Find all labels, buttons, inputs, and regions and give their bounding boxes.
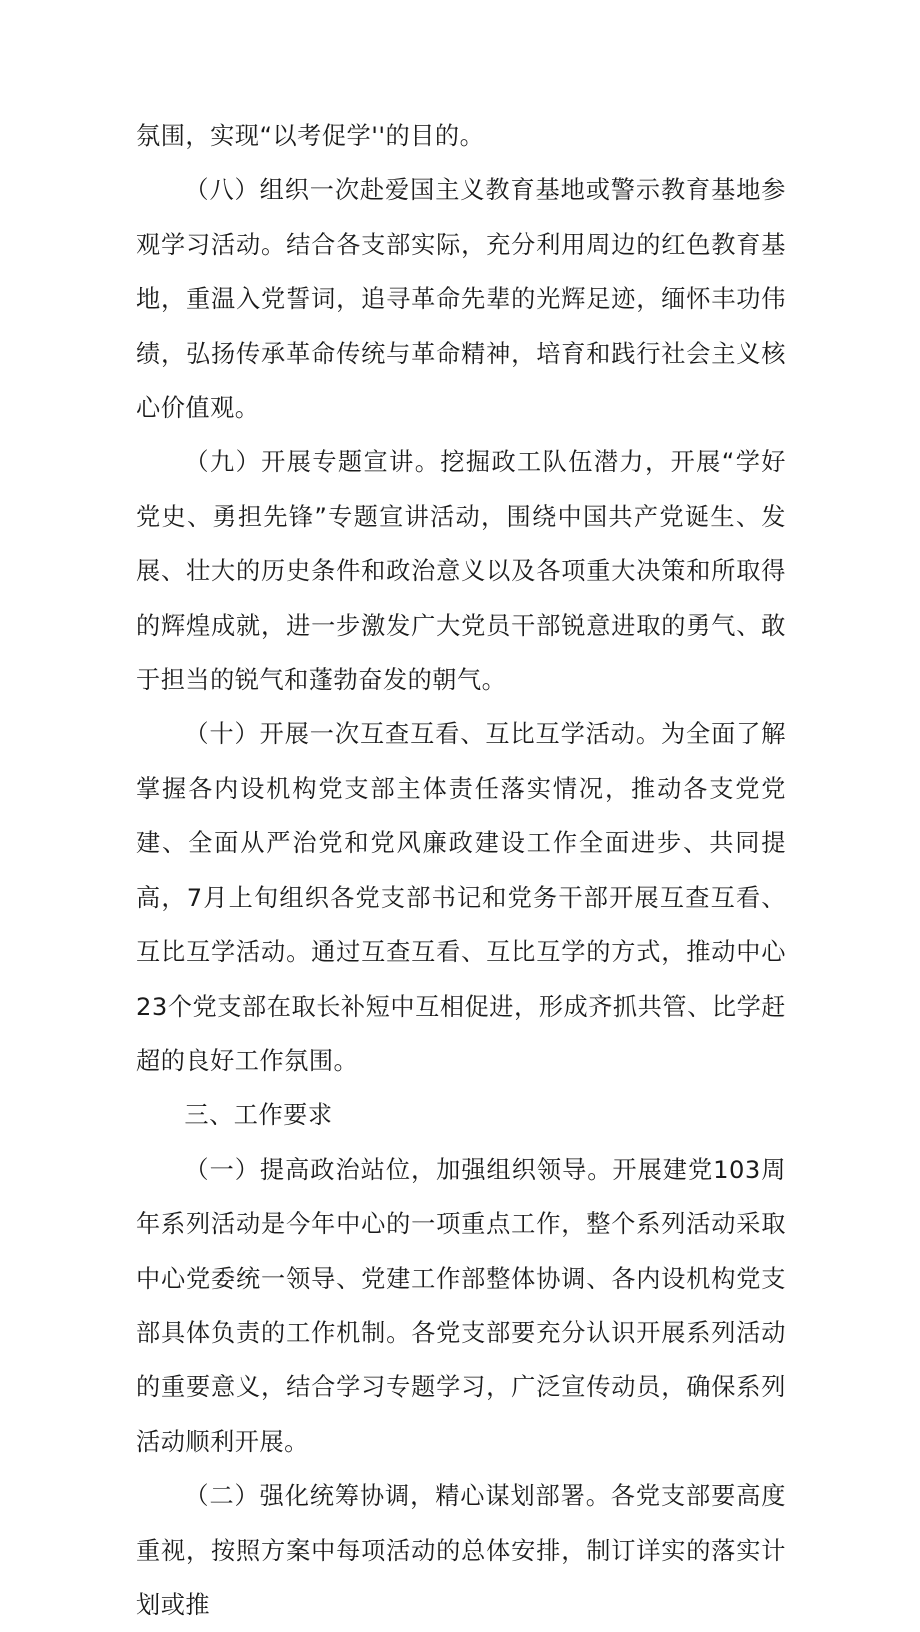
paragraph-item-10: （十）开展一次互查互看、互比互学活动。为全面了解掌握各内设机构党支部主体责任落实情况，推动各支党党建、全面从严治党和党风廉政建设工作全面进步、共同提高，7月上旬组织各党支部书记和党务干部开展互查互看、互比互学活动。通过互查互看、互比互学的方式，推动中心23个党支部在取长补短中互相促进，形成齐抓共管、比学赶超的良好工作氛围。 <box>136 720 786 1075</box>
paragraph-requirement-2: （二）强化统筹协调，精心谋划部署。各党支部要高度重视，按照方案中每项活动的总体安排，制订详实的落实计划或推 <box>136 1482 786 1619</box>
paragraph-item-8: （八）组织一次赴爱国主义教育基地或警示教育基地参观学习活动。结合各支部实际，充分利用周边的红色教育基地，重温入党誓词，追寻革命先辈的光辉足迹，缅怀丰功伟绩，弘扬传承革命传统与革命精神，培育和践行社会主义核心价值观。 <box>136 176 786 423</box>
paragraph-item-9: （九）开展专题宣讲。挖掘政工队伍潜力，开展“学好党史、勇担先锋”专题宣讲活动，围绕中国共产党诞生、发展、壮大的历史条件和政治意义以及各项重大决策和所取得的辉煌成就，进一步激发广大党员干部锐意进取的勇气、敢于担当的锐气和蓬勃奋发的朝气。 <box>136 448 786 695</box>
paragraph-requirement-1: （一）提高政治站位，加强组织领导。开展建党103周年系列活动是今年中心的一项重点工作，整个系列活动采取中心党委统一领导、党建工作部整体协调、各内设机构党支部具体负责的工作机制。各党支部要充分认识开展系列活动的重要意义，结合学习专题学习，广泛宣传动员，确保系列活动顺利开展。 <box>136 1155 786 1456</box>
paragraph-continuation: 氛围，实现“以考促学''的目的。 <box>136 122 485 150</box>
section-heading-work-requirements: 三、工作要求 <box>184 1101 333 1130</box>
document-body <box>136 109 786 1632</box>
